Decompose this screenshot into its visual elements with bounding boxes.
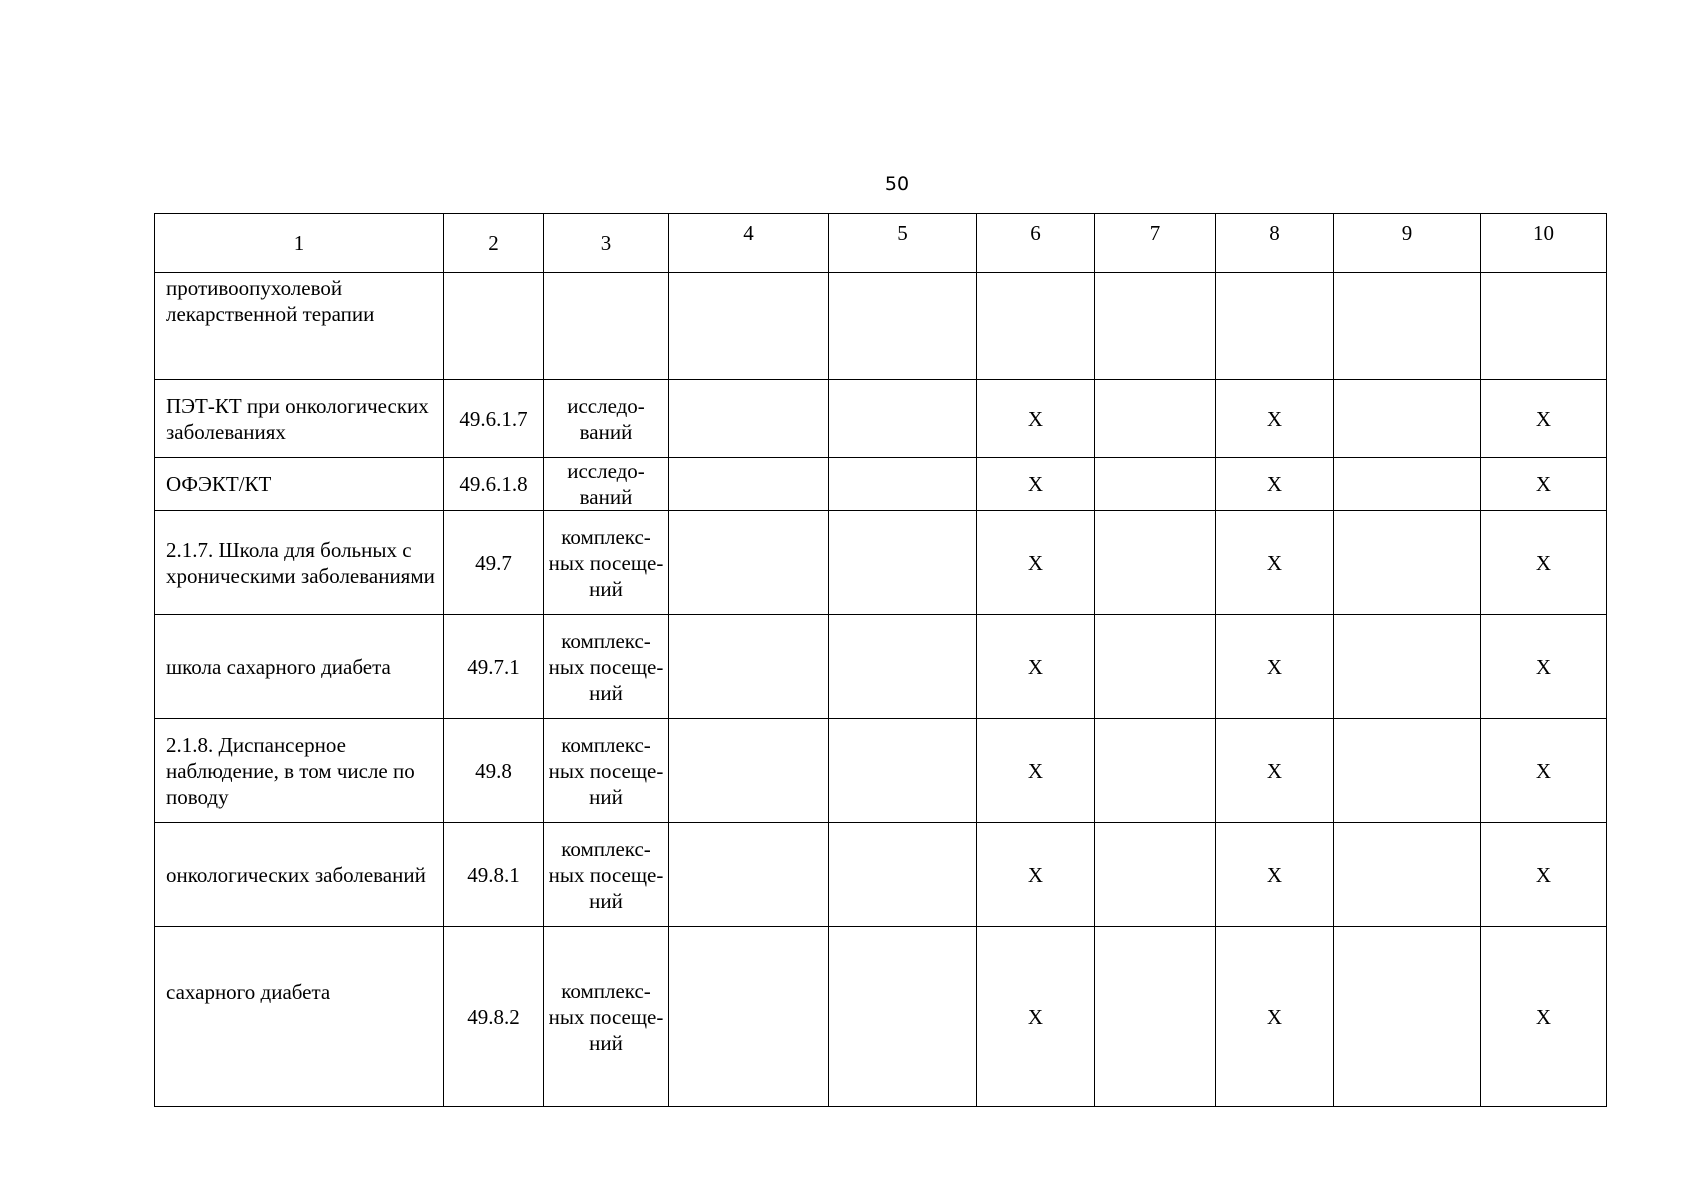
cell-col5 xyxy=(829,719,977,823)
cell-col7 xyxy=(1095,273,1216,380)
table-row xyxy=(155,615,1607,719)
cell-col5 xyxy=(829,458,977,511)
cell-col8: X xyxy=(1216,823,1334,927)
row-code: 49.6.1.7 xyxy=(444,380,544,458)
table-row xyxy=(155,458,1607,511)
row-code: 49.8.2 xyxy=(444,927,544,1107)
cell-col10: X xyxy=(1481,615,1607,719)
row-name: 2.1.8. Диспансерное наблюдение, в том числе по поводу xyxy=(155,719,444,823)
cell-col9 xyxy=(1334,380,1481,458)
cell-col4 xyxy=(669,458,829,511)
row-name: противоопухолевой лекарственной терапии xyxy=(155,273,444,380)
row-unit xyxy=(544,273,669,380)
cell-col8: X xyxy=(1216,511,1334,615)
cell-col6: X xyxy=(977,719,1095,823)
cell-col10: X xyxy=(1481,719,1607,823)
row-unit: комплекс-ных посеще-ний xyxy=(544,511,669,615)
table-row xyxy=(155,823,1607,927)
header-cell: 1 xyxy=(155,214,444,273)
cell-col10 xyxy=(1481,273,1607,380)
cell-col6: X xyxy=(977,380,1095,458)
cell-col5 xyxy=(829,380,977,458)
cell-col10: X xyxy=(1481,511,1607,615)
row-unit: исследо-ваний xyxy=(544,458,669,511)
cell-col10: X xyxy=(1481,823,1607,927)
row-code xyxy=(444,273,544,380)
cell-col6 xyxy=(977,273,1095,380)
table-row xyxy=(155,273,1607,380)
cell-col6: X xyxy=(977,823,1095,927)
cell-col7 xyxy=(1095,927,1216,1107)
cell-col7 xyxy=(1095,511,1216,615)
cell-col7 xyxy=(1095,823,1216,927)
row-code: 49.6.1.8 xyxy=(444,458,544,511)
cell-col8 xyxy=(1216,273,1334,380)
header-cell: 5 xyxy=(829,214,977,273)
cell-col7 xyxy=(1095,615,1216,719)
cell-col4 xyxy=(669,380,829,458)
header-cell: 4 xyxy=(669,214,829,273)
cell-col6: X xyxy=(977,927,1095,1107)
cell-col5 xyxy=(829,511,977,615)
data-table xyxy=(154,213,1607,1107)
cell-col10: X xyxy=(1481,927,1607,1107)
cell-col9 xyxy=(1334,458,1481,511)
cell-col4 xyxy=(669,719,829,823)
cell-col5 xyxy=(829,823,977,927)
cell-col8: X xyxy=(1216,719,1334,823)
cell-col4 xyxy=(669,615,829,719)
table-row xyxy=(155,719,1607,823)
header-cell: 8 xyxy=(1216,214,1334,273)
cell-col8: X xyxy=(1216,380,1334,458)
header-cell: 3 xyxy=(544,214,669,273)
table-row xyxy=(155,380,1607,458)
row-code: 49.7 xyxy=(444,511,544,615)
header-cell: 9 xyxy=(1334,214,1481,273)
cell-col10: X xyxy=(1481,458,1607,511)
header-row xyxy=(155,214,1607,273)
cell-col4 xyxy=(669,511,829,615)
cell-col4 xyxy=(669,927,829,1107)
cell-col5 xyxy=(829,615,977,719)
cell-col4 xyxy=(669,273,829,380)
cell-col7 xyxy=(1095,719,1216,823)
row-unit: комплекс-ных посеще-ний xyxy=(544,719,669,823)
cell-col7 xyxy=(1095,380,1216,458)
cell-col8: X xyxy=(1216,615,1334,719)
cell-col10: X xyxy=(1481,380,1607,458)
cell-col9 xyxy=(1334,273,1481,380)
header-cell: 7 xyxy=(1095,214,1216,273)
row-code: 49.7.1 xyxy=(444,615,544,719)
cell-col6: X xyxy=(977,615,1095,719)
cell-col7 xyxy=(1095,458,1216,511)
row-name: школа сахарного диабета xyxy=(155,615,444,719)
row-unit: комплекс-ных посеще-ний xyxy=(544,823,669,927)
cell-col9 xyxy=(1334,615,1481,719)
cell-col9 xyxy=(1334,823,1481,927)
row-unit: комплекс-ных посеще-ний xyxy=(544,615,669,719)
table-row xyxy=(155,511,1607,615)
cell-col8: X xyxy=(1216,927,1334,1107)
cell-col5 xyxy=(829,273,977,380)
row-name: ОФЭКТ/КТ xyxy=(155,458,444,511)
row-code: 49.8 xyxy=(444,719,544,823)
row-unit: комплекс-ных посеще-ний xyxy=(544,927,669,1107)
cell-col9 xyxy=(1334,719,1481,823)
row-name: сахарного диабета xyxy=(155,927,444,1107)
row-name: 2.1.7. Школа для больных с хроническими заболеваниями xyxy=(155,511,444,615)
cell-col8: X xyxy=(1216,458,1334,511)
row-code: 49.8.1 xyxy=(444,823,544,927)
cell-col9 xyxy=(1334,927,1481,1107)
page-number: 50 xyxy=(884,173,910,195)
cell-col4 xyxy=(669,823,829,927)
row-name: онкологических заболеваний xyxy=(155,823,444,927)
header-cell: 10 xyxy=(1481,214,1607,273)
cell-col6: X xyxy=(977,511,1095,615)
row-unit: исследо-ваний xyxy=(544,380,669,458)
table-row xyxy=(155,927,1607,1107)
header-cell: 6 xyxy=(977,214,1095,273)
cell-col5 xyxy=(829,927,977,1107)
cell-col9 xyxy=(1334,511,1481,615)
cell-col6: X xyxy=(977,458,1095,511)
header-cell: 2 xyxy=(444,214,544,273)
row-name: ПЭТ-КТ при онкологических заболеваниях xyxy=(155,380,444,458)
